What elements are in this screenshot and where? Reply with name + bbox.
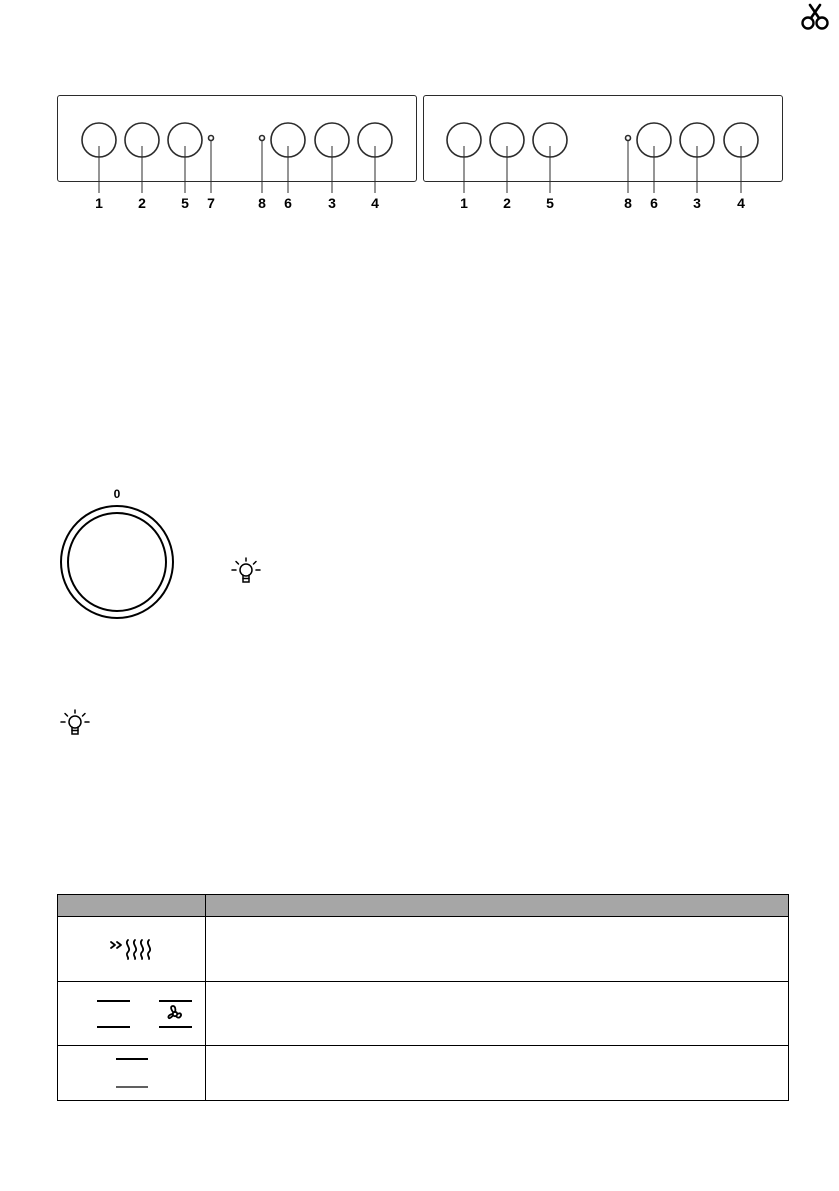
callout-number: 7 (207, 195, 215, 211)
oven-function-table (57, 894, 789, 1101)
callout-number: 4 (371, 195, 379, 211)
indicator-8-right (626, 136, 631, 141)
control-knob (59, 502, 177, 622)
description-column-header (206, 895, 789, 917)
bottom-heat-icon (112, 1056, 152, 1090)
description-cell (206, 982, 789, 1046)
symbol-cell (58, 982, 206, 1046)
callout-number: 4 (737, 195, 745, 211)
lightbulb-icon (228, 556, 264, 590)
table-row (58, 1046, 789, 1101)
knob-zero-label: 0 (113, 487, 121, 501)
callout-number: 3 (693, 195, 701, 211)
callout-number: 1 (95, 195, 103, 211)
callout-number: 3 (328, 195, 336, 211)
symbol-cell (58, 1046, 206, 1101)
table-row (58, 917, 789, 982)
lightbulb-icon (57, 708, 93, 742)
top-bottom-heat-fan-icon (168, 1006, 181, 1018)
indicator-7-left (209, 136, 214, 141)
top-bottom-heat-icon (72, 997, 192, 1031)
callout-number: 5 (181, 195, 189, 211)
description-cell (206, 917, 789, 982)
control-panel-diagram (0, 0, 839, 230)
table-header-row (58, 895, 789, 917)
callout-number: 8 (258, 195, 266, 211)
callout-number: 6 (284, 195, 292, 211)
symbol-cell (58, 917, 206, 982)
callout-number: 5 (546, 195, 554, 211)
indicator-8-left (260, 136, 265, 141)
callout-number: 8 (624, 195, 632, 211)
callout-number: 2 (138, 195, 146, 211)
table-row (58, 982, 789, 1046)
description-cell (206, 1046, 789, 1101)
callout-number: 2 (503, 195, 511, 211)
fast-preheat-icon (107, 936, 157, 962)
symbol-column-header (58, 895, 206, 917)
callout-number: 1 (460, 195, 468, 211)
callout-number: 6 (650, 195, 658, 211)
